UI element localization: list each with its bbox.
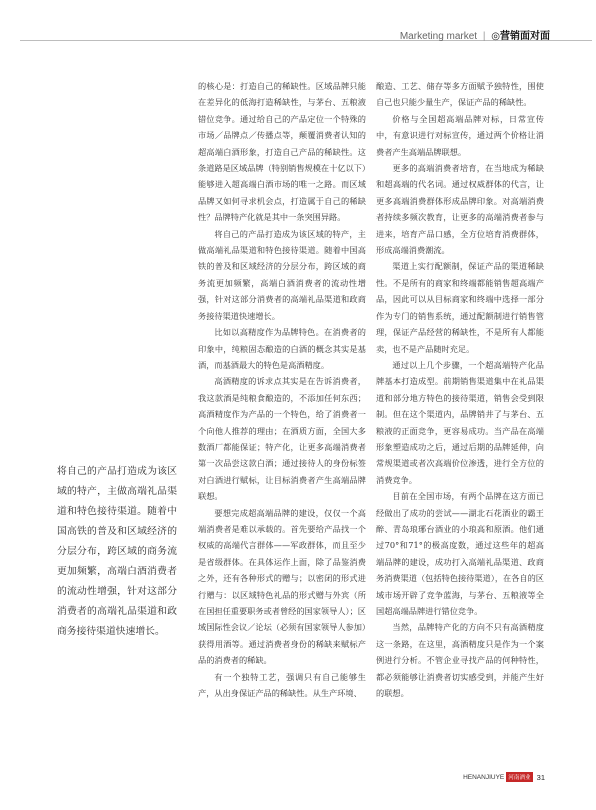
paragraph: 酿造、工艺、储存等多方面赋予独特性，围使自己也只能少量生产，保证产品的稀缺性。: [376, 81, 544, 108]
article-column-right: [376, 78, 544, 701]
section-title-cn: 营销面对面: [500, 31, 550, 42]
paragraph: 当然，品牌特产化的方向不只有高酒精度这一条路，在这里，高酒精度只是作为一个案例进行分析。不管企业寻找产品的何种特性，都必须能够让消费者切实感受到，并能产生好的联想。: [376, 622, 544, 699]
page-number: 31: [536, 772, 545, 782]
page-header: [400, 27, 550, 42]
paragraph: 高酒精度的诉求点其实是在告诉消费者，我这款酒是纯粮食酿造的，不添加任何东西；高酒精度作为产品的一个特色，给了消费者一个向他人推荐的理由；在酒质方面，全国大多数酒厂都能保证；特产化，让更多高端消费者第一次品尝这款白酒；通过接待人的身份标签对白酒进行赋标，让目标消费者产生高端品牌联想。: [198, 376, 366, 502]
paragraph: 的核心是：打造自己的稀缺性。区域品牌只能在差异化的低海打造稀缺性，与茅台、五粮液错位竞争。通过给自己的产品定位一个特殊的市场／品牌点／传播点等，颠覆消费者认知的超高端白酒形象，打造自己产品的稀缺性。这条道路是区域品牌（特别销售规模在十亿以下）能够进入超高端白酒市场的唯一之路。而区域品牌又如何寻求机会点，打造属于自己的稀缺性？品牌特产化就是其中一条突围异路。: [198, 81, 366, 223]
article-column-left: [198, 78, 366, 701]
magazine-name-en: HENANJIUYE: [463, 773, 505, 781]
page-footer: [463, 772, 545, 782]
paragraph: 通过以上几个步骤，一个超高端特产化品牌基本打造成型。前期销售渠道集中在礼品渠道和部分地方特色的接待渠道，销售会受到限制。但在这个渠道内，品牌销井了与茅台、五粮液的正面竞争，更容易成功。当产品在高端形象塑造成功之后，通过后期的品牌延伸，向常规渠道或者次高端价位渗透，进行全方位的消费竞争。: [376, 359, 544, 485]
paragraph: 更多的高端消费者培育，在当地成为稀缺和超高端的代名词。通过权威群体的代言，让更多高端消费群体形成品牌印象。对高端消费者持续多频次教育，让更多的高端消费者参与进来，培育产品口感，全方位培育消费群体，形成高端消费潮流。: [376, 163, 544, 256]
paragraph: 要想完成超高端品牌的建设，仅仅一个高端消费者是难以承载的。首先要给产品找一个权威的高端代言群体——军政群体，而且至少是省级群体。在具体运作上面，除了品鉴消费之外，还有各种形式的赠与；以密闭的形式进行赠与：以区域特色礼品的形式赠与外宾（所在国担任重要职务或者曾经的国家领导人）；区域国际性会议／论坛（必须有国家领导人参加）获得用酒等。通过消费者身份的稀缺来赋标产品的消费者的稀缺。: [198, 507, 366, 666]
paragraph: 将自己的产品打造成为该区域的特产，主做高端礼品渠道和特色接待渠道。随着中国高铁的普及和区域经济的分层分布，跨区域的商务流更加频繁，高端白酒消费者的流动性增强，针对这部分消费者的高端礼品渠道和政商务接待渠道快速增长。: [198, 228, 366, 321]
paragraph: 有一个独特工艺，强调只有自己能够生产，从出身保证产品的稀缺性。从生产环境、: [198, 671, 366, 699]
header-separator: |: [482, 31, 486, 42]
paragraph: 价格与全国超高端品牌对标，日常宣传中，有意识进行对标宣传，通过两个价格让消费者产生高端品牌联想。: [376, 113, 544, 157]
section-title-en: Marketing market: [399, 31, 478, 42]
magazine-name-cn: 河南酒业: [506, 772, 532, 782]
paragraph: 渠道上实行配额制，保证产品的渠道稀缺性。不是所有的商家和终端都能销售超高端产品，因此可以从目标商家和终端中选择一部分作为专门的销售系统，通过配额制进行销售管理，保证产品经营的稀缺性，不是所有人都能卖，也不是产品随时充足。: [376, 261, 544, 354]
paragraph: 目前在全国市场，有两个品牌在这方面已经做出了成功的尝试——湖北石花酒业的霸王醉、青岛琅琊台酒业的小琅高和原酒。他们通过70°和71°的极高度数，通过这些年的超高端品牌的建设，成功打入高端礼品渠道、政商务消费渠道（包括特色接待渠道），在各自的区域市场开辟了竞争蓝海，与茅台、五粮液等全国超高端品牌进行错位竞争。: [376, 491, 544, 616]
pull-quote: 将自己的产品打造成为该区域的特产，主做高端礼品渠道和特色接待渠道。随着中国高铁的普及和区域经济的分层分布，跨区域的商务流更加频繁，高端白酒消费者的流动性增强，针对这部分消费者的高端礼品渠道和政商务接待渠道快速增长。: [57, 466, 177, 637]
section-icon: ◎: [491, 31, 500, 42]
paragraph: 比如以高精度作为品牌特色。在消费者的印象中，纯粮固态酿造的白酒的概念其实是基酒，而基酒最大的特色是高酒精度。: [198, 327, 366, 370]
